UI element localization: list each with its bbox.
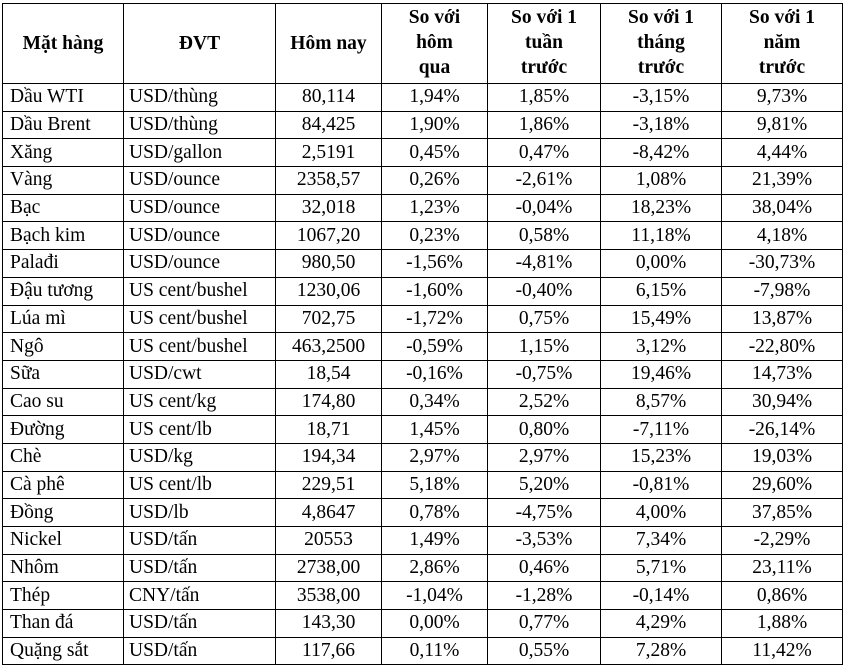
cell-vs-week: 1,86% [488,111,601,139]
cell-item: Dầu WTI [3,84,124,112]
cell-vs-day: 1,23% [382,194,488,222]
header-unit: ĐVT [124,4,276,84]
header-vs-year-line3: trước [758,57,806,78]
cell-vs-month: 7,34% [601,527,722,555]
cell-vs-day: 1,45% [382,416,488,444]
cell-vs-day: 1,49% [382,527,488,555]
cell-vs-month: 4,29% [601,610,722,638]
cell-vs-month: 5,71% [601,554,722,582]
cell-unit: US cent/bushel [124,333,276,361]
cell-unit: USD/ounce [124,222,276,250]
cell-unit: USD/thùng [124,111,276,139]
header-vs-month [601,4,722,84]
cell-vs-day: 2,86% [382,554,488,582]
cell-item: Lúa mì [3,305,124,333]
cell-vs-year: 1,88% [722,610,843,638]
table-row [3,471,843,499]
cell-today: 463,2500 [276,333,382,361]
cell-vs-day: -1,56% [382,250,488,278]
table-row [3,416,843,444]
cell-unit: CNY/tấn [124,582,276,610]
header-vs-year [722,4,843,84]
cell-vs-month: 18,23% [601,194,722,222]
cell-vs-month: -0,81% [601,471,722,499]
table-row [3,333,843,361]
table-row [3,84,843,112]
cell-today: 2738,00 [276,554,382,582]
cell-vs-year: 38,04% [722,194,843,222]
cell-vs-year: 4,18% [722,222,843,250]
header-vs-month-line2: tháng [637,32,685,53]
cell-vs-week: 0,58% [488,222,601,250]
table-row [3,360,843,388]
cell-vs-month: 19,46% [601,360,722,388]
cell-vs-day: -1,04% [382,582,488,610]
cell-vs-day: 2,97% [382,443,488,471]
cell-vs-month: -0,14% [601,582,722,610]
cell-vs-week: -4,75% [488,499,601,527]
cell-vs-day: 5,18% [382,471,488,499]
cell-vs-day: 1,94% [382,84,488,112]
cell-vs-day: 0,34% [382,388,488,416]
cell-vs-year: 37,85% [722,499,843,527]
cell-unit: USD/tấn [124,610,276,638]
header-vs-year-line2: năm [763,32,801,53]
cell-vs-year: 30,94% [722,388,843,416]
cell-vs-year: -2,29% [722,527,843,555]
cell-vs-year: 13,87% [722,305,843,333]
table-row [3,194,843,222]
header-vs-day-line1: So với [408,7,461,28]
cell-today: 1230,06 [276,277,382,305]
header-vs-month-line3: trước [637,57,685,78]
cell-item: Thép [3,582,124,610]
cell-unit: USD/cwt [124,360,276,388]
cell-vs-year: -7,98% [722,277,843,305]
header-vs-week-line1: So với 1 [510,7,578,28]
cell-vs-day: -0,59% [382,333,488,361]
cell-unit: US cent/lb [124,471,276,499]
cell-unit: US cent/bushel [124,277,276,305]
header-vs-week [488,4,601,84]
cell-vs-year: 9,81% [722,111,843,139]
cell-vs-week: -2,61% [488,167,601,195]
cell-item: Palađi [3,250,124,278]
cell-today: 1067,20 [276,222,382,250]
cell-today: 174,80 [276,388,382,416]
cell-vs-month: 7,28% [601,637,722,665]
header-vs-day-line2: hôm [416,32,453,53]
header-item: Mặt hàng [3,4,124,84]
cell-today: 3538,00 [276,582,382,610]
cell-unit: US cent/bushel [124,305,276,333]
header-today: Hôm nay [276,4,382,84]
cell-item: Bạc [3,194,124,222]
cell-unit: USD/gallon [124,139,276,167]
cell-vs-year: 19,03% [722,443,843,471]
cell-vs-week: -3,53% [488,527,601,555]
cell-unit: USD/ounce [124,167,276,195]
cell-item: Vàng [3,167,124,195]
cell-today: 18,54 [276,360,382,388]
cell-item: Ngô [3,333,124,361]
cell-vs-month: 4,00% [601,499,722,527]
header-vs-week-line3: trước [520,57,568,78]
header-vs-week-line2: tuần [525,32,563,53]
table-row [3,277,843,305]
cell-unit: USD/kg [124,443,276,471]
cell-vs-day: 0,00% [382,610,488,638]
cell-vs-week: -0,04% [488,194,601,222]
cell-today: 2,5191 [276,139,382,167]
cell-vs-month: -7,11% [601,416,722,444]
cell-vs-month: 1,08% [601,167,722,195]
cell-item: Sữa [3,360,124,388]
cell-vs-month: 15,23% [601,443,722,471]
cell-vs-week: -1,28% [488,582,601,610]
cell-today: 2358,57 [276,167,382,195]
header-vs-day-line3: qua [418,57,451,78]
cell-today: 229,51 [276,471,382,499]
commodity-price-table [2,3,843,665]
cell-vs-day: 0,45% [382,139,488,167]
cell-item: Xăng [3,139,124,167]
cell-today: 32,018 [276,194,382,222]
cell-vs-month: 3,12% [601,333,722,361]
cell-vs-week: -4,81% [488,250,601,278]
cell-vs-year: -26,14% [722,416,843,444]
cell-item: Đậu tương [3,277,124,305]
table-row [3,250,843,278]
cell-vs-year: 29,60% [722,471,843,499]
table-row [3,388,843,416]
cell-unit: USD/ounce [124,194,276,222]
cell-vs-year: 21,39% [722,167,843,195]
cell-vs-year: -30,73% [722,250,843,278]
cell-today: 4,8647 [276,499,382,527]
cell-vs-week: 0,77% [488,610,601,638]
cell-vs-day: 0,26% [382,167,488,195]
cell-vs-year: -22,80% [722,333,843,361]
cell-item: Đường [3,416,124,444]
cell-vs-month: 8,57% [601,388,722,416]
cell-unit: USD/tấn [124,527,276,555]
cell-vs-week: -0,40% [488,277,601,305]
cell-vs-day: -1,72% [382,305,488,333]
cell-item: Nhôm [3,554,124,582]
cell-unit: USD/ounce [124,250,276,278]
header-vs-month-line1: So với 1 [627,7,695,28]
cell-vs-week: 1,15% [488,333,601,361]
cell-item: Than đá [3,610,124,638]
cell-today: 20553 [276,527,382,555]
cell-vs-day: 0,11% [382,637,488,665]
cell-unit: USD/lb [124,499,276,527]
cell-today: 84,425 [276,111,382,139]
header-row [3,4,843,84]
cell-today: 18,71 [276,416,382,444]
table-row [3,554,843,582]
cell-unit: USD/thùng [124,84,276,112]
cell-vs-month: 6,15% [601,277,722,305]
cell-vs-month: -3,18% [601,111,722,139]
table-row [3,139,843,167]
cell-item: Quặng sắt [3,637,124,665]
cell-vs-month: 15,49% [601,305,722,333]
cell-vs-year: 4,44% [722,139,843,167]
table-row [3,582,843,610]
cell-item: Chè [3,443,124,471]
cell-vs-day: 0,23% [382,222,488,250]
table-row [3,499,843,527]
cell-unit: US cent/kg [124,388,276,416]
cell-vs-week: 0,46% [488,554,601,582]
cell-vs-week: 2,52% [488,388,601,416]
cell-vs-week: 0,75% [488,305,601,333]
cell-item: Cà phê [3,471,124,499]
table-row [3,637,843,665]
table-row [3,111,843,139]
cell-item: Nickel [3,527,124,555]
cell-today: 117,66 [276,637,382,665]
cell-vs-week: 0,47% [488,139,601,167]
cell-vs-year: 23,11% [722,554,843,582]
cell-today: 980,50 [276,250,382,278]
cell-today: 80,114 [276,84,382,112]
table-row [3,167,843,195]
cell-vs-day: 0,78% [382,499,488,527]
cell-vs-week: 2,97% [488,443,601,471]
header-vs-day [382,4,488,84]
cell-today: 143,30 [276,610,382,638]
cell-vs-week: 1,85% [488,84,601,112]
cell-item: Dầu Brent [3,111,124,139]
cell-item: Bạch kim [3,222,124,250]
cell-vs-year: 9,73% [722,84,843,112]
cell-vs-week: 5,20% [488,471,601,499]
cell-vs-week: -0,75% [488,360,601,388]
cell-vs-week: 0,55% [488,637,601,665]
cell-vs-day: -1,60% [382,277,488,305]
cell-vs-month: -8,42% [601,139,722,167]
table-row [3,527,843,555]
table-row [3,222,843,250]
cell-vs-month: -3,15% [601,84,722,112]
table-body [3,84,843,665]
cell-item: Cao su [3,388,124,416]
cell-vs-week: 0,80% [488,416,601,444]
table-row [3,305,843,333]
cell-vs-day: -0,16% [382,360,488,388]
cell-item: Đồng [3,499,124,527]
cell-vs-day: 1,90% [382,111,488,139]
cell-vs-year: 0,86% [722,582,843,610]
cell-unit: USD/tấn [124,554,276,582]
cell-today: 702,75 [276,305,382,333]
header-vs-year-line1: So với 1 [748,7,816,28]
cell-vs-year: 14,73% [722,360,843,388]
cell-today: 194,34 [276,443,382,471]
cell-unit: US cent/lb [124,416,276,444]
table-row [3,443,843,471]
cell-unit: USD/tấn [124,637,276,665]
cell-vs-month: 11,18% [601,222,722,250]
cell-vs-year: 11,42% [722,637,843,665]
table-row [3,610,843,638]
cell-vs-month: 0,00% [601,250,722,278]
